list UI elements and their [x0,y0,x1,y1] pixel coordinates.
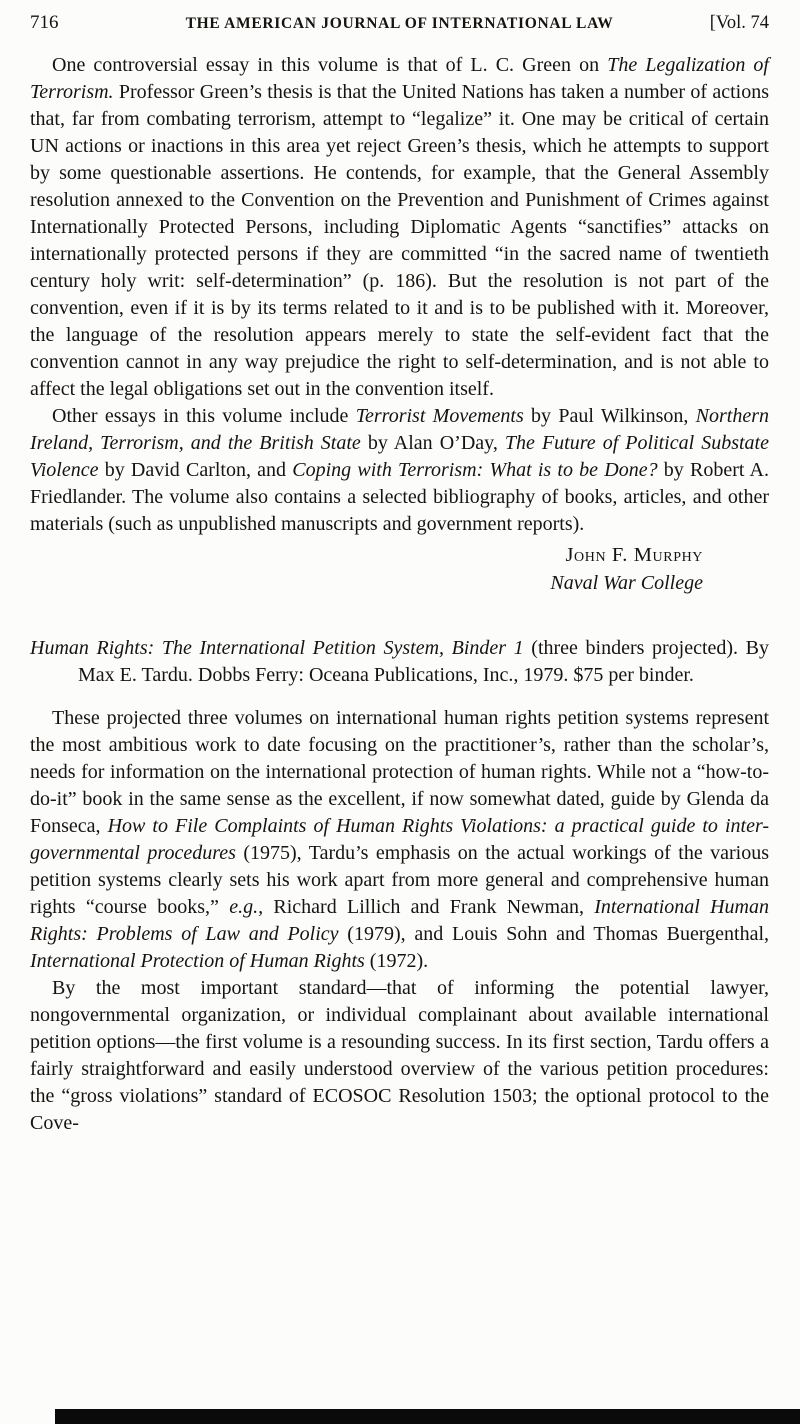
reviewer-name: John F. Murphy [565,544,703,566]
italic-text-run: How to File Complaints of Human Rights Violations: a practical guide to inter-governmental procedures [30,815,769,864]
scan-artifact-bar [55,1409,800,1424]
reviewer-signature [30,541,769,597]
italic-text-run: Human Rights: The International Petition System, Binder 1 [30,637,524,659]
text-run: Other essays in this volume include [52,405,356,427]
review-paragraph-1 [30,52,769,403]
text-run: by Alan O’Day, [360,432,505,454]
italic-text-run: Coping with Terrorism: What is to be Done? [292,459,658,481]
text-run: By the most important standard—that of informing the potential lawyer, nongovernmental organization, or individual complainant about available international petition options—the first volume is a resounding success. In its first section, Tardu offers a fairly straightforward and easily understood overview of the various petition procedures: the “gross violations” standard of ECOSOC Resolution 1503; the optional protocol to the Cove- [30,977,769,1134]
review-paragraph-4 [30,975,769,1137]
reviewer-affiliation: Naval War College [550,572,703,594]
text-run: (1975), Tardu’s emphasis on the actual workings of the various petition systems clearly sets his work apart from more general and comprehensive human rights “course books,” [30,842,770,918]
text-run: (1979), and Louis Sohn and Thomas Buergenthal, [338,923,769,945]
book-citation [30,635,769,689]
text-run: Richard Lillich and Frank Newman, [263,896,595,918]
text-run: by Paul Wilkinson, [523,405,696,427]
italic-text-run: Northern Ireland, Terrorism, and the British State [30,405,770,454]
review-paragraph-3 [30,705,769,975]
page-number: 716 [30,12,59,33]
text-run: by Robert A. Friedlander. The volume also contains a selected bibliography of books, articles, and other materials (such as unpublished manuscripts and government reports). [30,459,769,535]
italic-text-run: International Human Rights: Problems of Law and Policy [30,896,769,945]
text-run: by David Carlton, and [98,459,293,481]
text-run: (three binders projected). By Max E. Tardu. Dobbs Ferry: Oceana Publications, Inc., 1979. $75 per binder. [78,637,769,686]
text-run: These projected three volumes on international human rights petition systems represent the most ambitious work to date focusing on the practitioner’s, rather than the scholar’s, needs for information on the international protection of human rights. While not a “how-to-do-it” book in the same sense as the excellent, if now somewhat dated, guide by Glenda da Fonseca, [30,707,769,837]
volume-label: [Vol. 74 [709,13,770,33]
journal-title: THE AMERICAN JOURNAL OF INTERNATIONAL LAW [185,15,614,32]
text-run: (1972). [364,950,429,972]
italic-text-run: The Legalization of Terrorism. [30,54,769,103]
text-run: Professor Green’s thesis is that the United Nations has taken a number of actions that, far from combating terrorism, attempt to “legalize” it. One may be critical of certain UN actions or inactions in this area yet reject Green’s thesis, which he attempts to support by some questionable assertions. He contends, for example, that the General Assembly resolution annexed to the Convention on the Prevention and Punishment of Crimes against Internationally Protected Persons, including Diplomatic Agents “sanctifies” attacks on internationally protected persons if they are committed “in the sacred name of twentieth century holy writ: self-determination” (p. 186). But the resolution is not part of the convention, even if it is by its terms related to it and is to be published with it. Moreover, the language of the resolution appears merely to state the self-evident fact that the convention cannot in any way prejudice the right to self-determination, and is not able to affect the legal obligations set out in the convention itself. [30,81,769,400]
text-run: One controversial essay in this volume is that of L. C. Green on [52,54,608,76]
page-body [30,52,769,1137]
page-header [30,12,769,34]
italic-text-run: e.g., [229,896,264,918]
italic-text-run: Terrorist Movements [355,405,524,427]
review-paragraph-2 [30,403,769,538]
italic-text-run: The Future of Political Substate Violence [30,432,769,481]
italic-text-run: International Protection of Human Rights [30,950,365,972]
